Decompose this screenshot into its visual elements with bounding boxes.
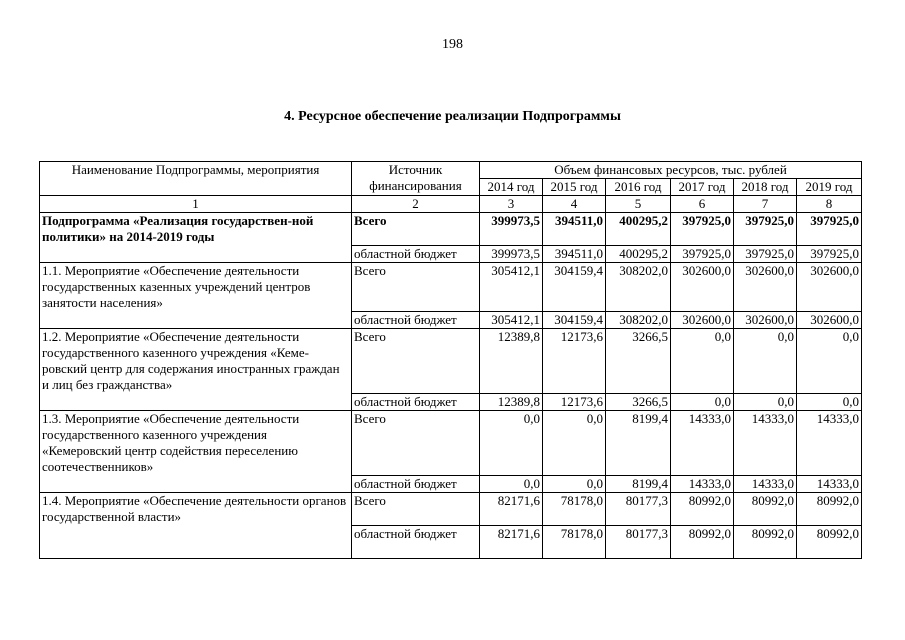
row-name: 1.3. Мероприятие «Обеспечение деятельности государственного казенного учреждения «Кемеровский центр содействия переселению соотечественников» <box>40 411 352 493</box>
column-number: 6 <box>671 196 734 213</box>
cell-value: 80177,3 <box>606 526 671 559</box>
header-source: Источник финансирования <box>352 162 480 196</box>
cell-value: 394511,0 <box>543 213 606 246</box>
header-amount: Объем финансовых ресурсов, тыс. рублей <box>480 162 862 179</box>
header-year: 2017 год <box>671 179 734 196</box>
cell-value: 397925,0 <box>734 246 797 263</box>
column-number: 3 <box>480 196 543 213</box>
table-row <box>40 411 862 476</box>
cell-value: 78178,0 <box>543 526 606 559</box>
cell-value: 0,0 <box>543 476 606 493</box>
cell-value: 0,0 <box>734 329 797 394</box>
column-number-row <box>40 196 862 213</box>
header-year: 2018 год <box>734 179 797 196</box>
cell-value: 305412,1 <box>480 312 543 329</box>
row-total-label: Всего <box>352 329 480 394</box>
cell-value: 304159,4 <box>543 312 606 329</box>
table-row <box>40 329 862 394</box>
cell-value: 397925,0 <box>671 213 734 246</box>
cell-value: 82171,6 <box>480 493 543 526</box>
row-total-label: Всего <box>352 493 480 526</box>
cell-value: 399973,5 <box>480 213 543 246</box>
cell-value: 14333,0 <box>734 411 797 476</box>
cell-value: 82171,6 <box>480 526 543 559</box>
cell-value: 308202,0 <box>606 312 671 329</box>
cell-value: 0,0 <box>480 411 543 476</box>
cell-value: 0,0 <box>671 394 734 411</box>
cell-value: 302600,0 <box>797 312 862 329</box>
header-year: 2015 год <box>543 179 606 196</box>
cell-value: 12389,8 <box>480 394 543 411</box>
row-total-label: Всего <box>352 213 480 246</box>
cell-value: 8199,4 <box>606 411 671 476</box>
cell-value: 3266,5 <box>606 329 671 394</box>
row-name: 1.4. Мероприятие «Обеспечение деятельности органов государственной власти» <box>40 493 352 559</box>
cell-value: 12173,6 <box>543 394 606 411</box>
cell-value: 400295,2 <box>606 213 671 246</box>
cell-value: 302600,0 <box>671 263 734 312</box>
cell-value: 14333,0 <box>797 411 862 476</box>
section-title: 4. Ресурсное обеспечение реализации Подпрограммы <box>284 109 621 124</box>
cell-value: 14333,0 <box>797 476 862 493</box>
cell-value: 397925,0 <box>671 246 734 263</box>
cell-value: 3266,5 <box>606 394 671 411</box>
cell-value: 0,0 <box>734 394 797 411</box>
row-budget-label: областной бюджет <box>352 394 480 411</box>
table-row <box>40 493 862 526</box>
column-number: 2 <box>352 196 480 213</box>
table-row <box>40 263 862 312</box>
row-budget-label: областной бюджет <box>352 526 480 559</box>
header-name: Наименование Подпрограммы, мероприятия <box>40 162 352 196</box>
cell-value: 80992,0 <box>797 526 862 559</box>
cell-value: 0,0 <box>671 329 734 394</box>
cell-value: 78178,0 <box>543 493 606 526</box>
cell-value: 399973,5 <box>480 246 543 263</box>
cell-value: 302600,0 <box>734 263 797 312</box>
cell-value: 302600,0 <box>671 312 734 329</box>
cell-value: 14333,0 <box>734 476 797 493</box>
cell-value: 304159,4 <box>543 263 606 312</box>
column-number: 4 <box>543 196 606 213</box>
cell-value: 14333,0 <box>671 476 734 493</box>
header-row-1 <box>40 162 862 179</box>
page-number: 198 <box>442 37 463 52</box>
cell-value: 14333,0 <box>671 411 734 476</box>
cell-value: 397925,0 <box>734 213 797 246</box>
cell-value: 80992,0 <box>671 493 734 526</box>
cell-value: 0,0 <box>797 394 862 411</box>
header-year: 2016 год <box>606 179 671 196</box>
column-number: 8 <box>797 196 862 213</box>
row-budget-label: областной бюджет <box>352 476 480 493</box>
cell-value: 397925,0 <box>797 246 862 263</box>
resource-table <box>39 161 862 559</box>
cell-value: 80177,3 <box>606 493 671 526</box>
cell-value: 0,0 <box>543 411 606 476</box>
cell-value: 308202,0 <box>606 263 671 312</box>
column-number: 1 <box>40 196 352 213</box>
row-total-label: Всего <box>352 411 480 476</box>
header-year: 2014 год <box>480 179 543 196</box>
cell-value: 12389,8 <box>480 329 543 394</box>
cell-value: 394511,0 <box>543 246 606 263</box>
cell-value: 397925,0 <box>797 213 862 246</box>
cell-value: 0,0 <box>480 476 543 493</box>
row-name: Подпрограмма «Реализация государствен-ной политики» на 2014-2019 годы <box>40 213 352 263</box>
cell-value: 8199,4 <box>606 476 671 493</box>
row-total-label: Всего <box>352 263 480 312</box>
header-year: 2019 год <box>797 179 862 196</box>
cell-value: 302600,0 <box>734 312 797 329</box>
table-row <box>40 213 862 246</box>
cell-value: 12173,6 <box>543 329 606 394</box>
row-budget-label: областной бюджет <box>352 312 480 329</box>
cell-value: 305412,1 <box>480 263 543 312</box>
cell-value: 400295,2 <box>606 246 671 263</box>
column-number: 5 <box>606 196 671 213</box>
cell-value: 0,0 <box>797 329 862 394</box>
cell-value: 302600,0 <box>797 263 862 312</box>
column-number: 7 <box>734 196 797 213</box>
cell-value: 80992,0 <box>671 526 734 559</box>
cell-value: 80992,0 <box>734 526 797 559</box>
row-name: 1.1. Мероприятие «Обеспечение деятельности государственных казенных учреждений центров занятости населения» <box>40 263 352 329</box>
row-name: 1.2. Мероприятие «Обеспечение деятельности государственного казенного учреждения «Кеме-ровский центр для содержания иностранных граждан и лиц без гражданства» <box>40 329 352 411</box>
cell-value: 80992,0 <box>797 493 862 526</box>
cell-value: 80992,0 <box>734 493 797 526</box>
row-budget-label: областной бюджет <box>352 246 480 263</box>
